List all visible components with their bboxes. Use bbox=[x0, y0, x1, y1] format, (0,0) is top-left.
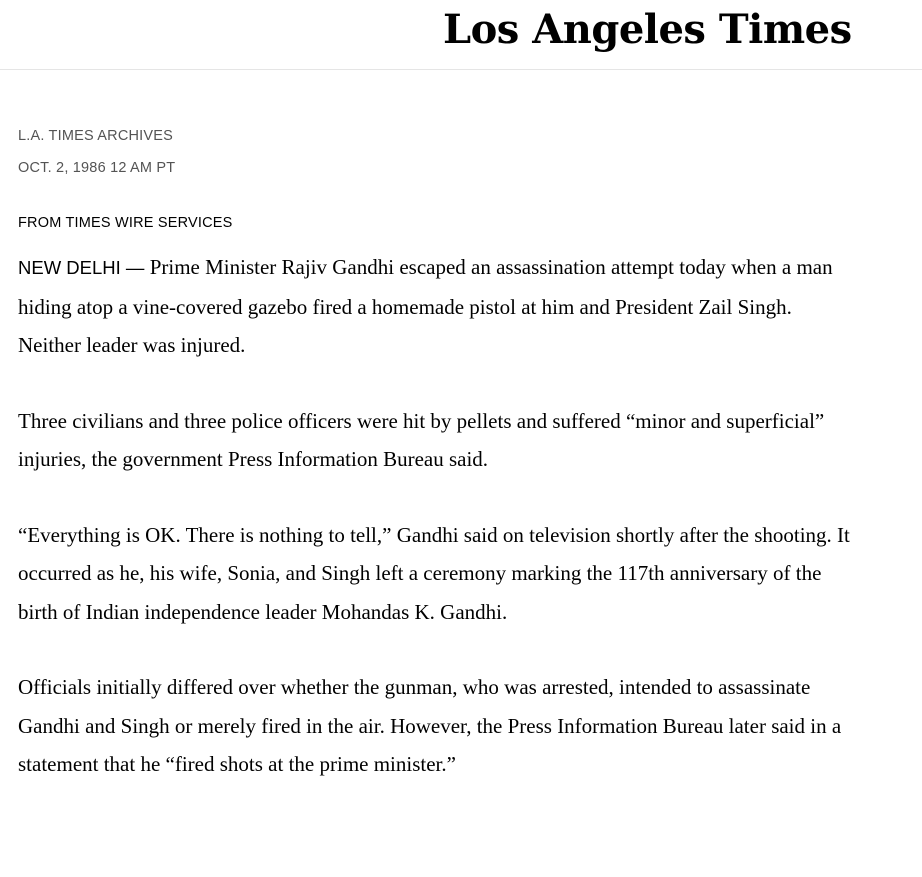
article-paragraph: Officials initially differed over whether the gunman, who was arrested, intended to assassinate Gandhi and Singh or merely fired in the air. However, the Press Information Bureau later said in a statement that he “fired shots at the prime minister.” bbox=[18, 675, 842, 776]
section-label[interactable]: L.A. TIMES ARCHIVES bbox=[18, 128, 174, 144]
byline: FROM TIMES WIRE SERVICES bbox=[18, 215, 233, 231]
site-header bbox=[0, 0, 922, 70]
site-logo[interactable]: Los Angeles Times bbox=[443, 6, 852, 53]
article-paragraph bbox=[18, 248, 853, 365]
article-paragraph: “Everything is OK. There is nothing to tell,” Gandhi said on television shortly after the shooting. It occurred as he, his wife, Sonia, and Singh left a ceremony marking the 117th anniversary of the birth of Indian independence leader Mohandas K. Gandhi. bbox=[18, 522, 850, 624]
publish-date: OCT. 2, 1986 12 AM PT bbox=[18, 160, 176, 176]
article-body bbox=[18, 248, 853, 821]
article-paragraph: Three civilians and three police officers were hit by pellets and suffered “minor and superficial” injuries, the government Press Information Bureau said. bbox=[18, 408, 825, 471]
dateline: NEW DELHI — bbox=[18, 257, 145, 278]
paragraph-text: Prime Minister Rajiv Gandhi escaped an assassination attempt today when a man hiding atop a vine-covered gazebo fired a homemade pistol at him and President Zail Singh. Neither leader was injured. bbox=[18, 255, 833, 357]
